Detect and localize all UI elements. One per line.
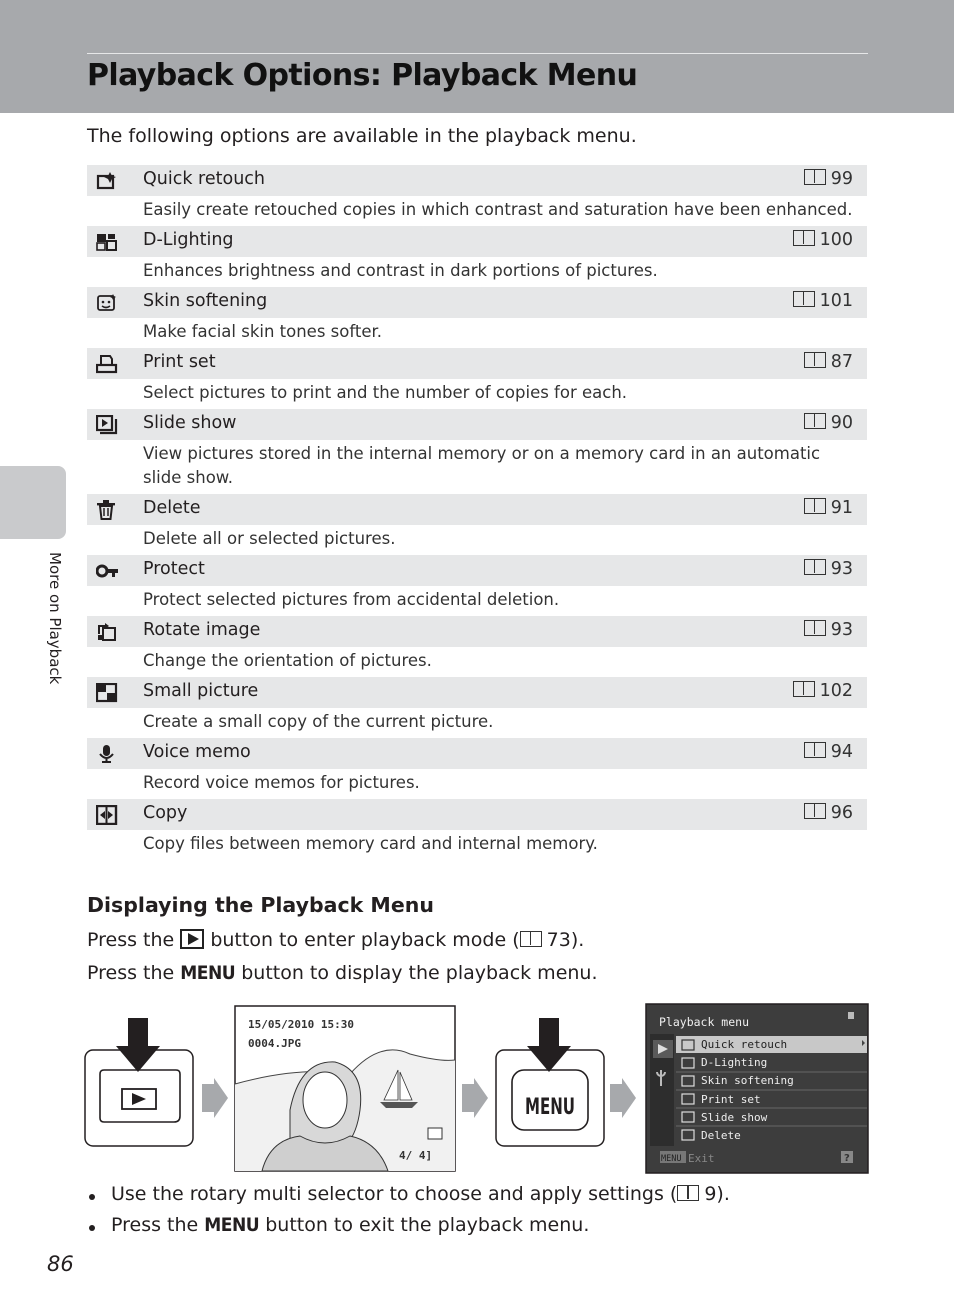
- lcd-item-quick-retouch: Quick retouch: [701, 1038, 788, 1051]
- menu-option-header: [87, 287, 867, 318]
- photo-illustration: [235, 1006, 455, 1171]
- menu-option-header: [87, 677, 867, 708]
- menu-option-row: [87, 616, 867, 677]
- menu-option-description: Record voice memos for pictures.: [143, 773, 420, 792]
- lcd-menu-screen: [646, 1004, 868, 1173]
- menu-option-page-ref: 93: [804, 559, 853, 579]
- lcd-item-d-lighting: D-Lighting: [701, 1056, 768, 1069]
- playback-button-illustration: [85, 1018, 193, 1146]
- page-ref-icon: [793, 291, 815, 307]
- page-title: Playback Options: Playback Menu: [87, 58, 638, 93]
- menu-option-page-ref: 101: [793, 291, 853, 311]
- menu-option-name: Skin softening: [143, 291, 268, 311]
- menu-option-header: [87, 409, 867, 440]
- menu-option-description: Change the orientation of pictures.: [143, 651, 432, 670]
- playback-menu-table: [87, 165, 867, 860]
- menu-option-page-ref: 90: [804, 413, 853, 433]
- page-ref-icon: [804, 413, 826, 429]
- arrow-1: [202, 1078, 228, 1118]
- lcd-help: ?: [844, 1153, 850, 1164]
- page-ref-icon: [793, 230, 815, 246]
- menu-button-label: MENU: [525, 1095, 575, 1120]
- menu-option-name: Slide show: [143, 413, 237, 433]
- menu-option-name: Small picture: [143, 681, 259, 701]
- menu-option-name: Quick retouch: [143, 169, 265, 189]
- menu-button-glyph: MENU: [180, 962, 236, 984]
- page-ref-icon: [804, 620, 826, 636]
- menu-option-header: [87, 799, 867, 830]
- menu-option-header: [87, 738, 867, 769]
- step-2: Press the MENU button to display the playback menu.: [87, 962, 598, 984]
- menu-option-name: Delete: [143, 498, 201, 518]
- print-set-icon: [96, 354, 118, 374]
- skin-softening-icon: [96, 293, 118, 313]
- lcd-footer-exit: Exit: [688, 1152, 715, 1165]
- lcd-item-slide-show: Slide show: [701, 1111, 768, 1124]
- menu-option-row: [87, 348, 867, 409]
- side-tab: [0, 466, 66, 539]
- menu-option-row: [87, 799, 867, 860]
- menu-option-header: [87, 616, 867, 647]
- menu-option-page-ref: 100: [793, 230, 853, 250]
- slide-show-icon: [96, 415, 118, 435]
- playback-button-icon: [180, 929, 204, 949]
- section-title: Displaying the Playback Menu: [87, 893, 434, 917]
- copy-icon: [96, 805, 118, 825]
- menu-option-row: [87, 226, 867, 287]
- delete-icon: [96, 500, 118, 520]
- menu-option-name: Protect: [143, 559, 205, 579]
- menu-option-name: D-Lighting: [143, 230, 234, 250]
- page-ref-icon: [804, 352, 826, 368]
- menu-option-row: [87, 555, 867, 616]
- page-ref-icon: [520, 931, 542, 947]
- menu-option-name: Print set: [143, 352, 216, 372]
- menu-option-row: [87, 494, 867, 555]
- photo-counter: 4/ 4]: [399, 1149, 433, 1162]
- menu-option-description: Enhances brightness and contrast in dark portions of pictures.: [143, 261, 658, 280]
- menu-option-description: View pictures stored in the internal memory or on a memory card in an automatic slide show.: [143, 444, 821, 487]
- page-ref-icon: [804, 498, 826, 514]
- page-ref-icon: [804, 803, 826, 819]
- page-ref-icon: [793, 681, 815, 697]
- photo-filename: 0004.JPG: [248, 1037, 301, 1050]
- menu-option-page-ref: 96: [804, 803, 853, 823]
- arrow-2: [462, 1078, 488, 1118]
- menu-option-page-ref: 93: [804, 620, 853, 640]
- menu-option-description: Copy files between memory card and internal memory.: [143, 834, 598, 853]
- d-lighting-icon: [96, 232, 118, 252]
- menu-option-description: Create a small copy of the current picture.: [143, 712, 494, 731]
- page-header: [0, 0, 954, 113]
- menu-option-description: Delete all or selected pictures.: [143, 529, 396, 548]
- page-ref-icon: [804, 169, 826, 185]
- menu-option-name: Voice memo: [143, 742, 251, 762]
- menu-option-header: [87, 555, 867, 586]
- menu-option-header: [87, 348, 867, 379]
- menu-option-header: [87, 165, 867, 196]
- menu-option-page-ref: 87: [804, 352, 853, 372]
- menu-option-header: [87, 226, 867, 257]
- lcd-item-delete: Delete: [701, 1129, 741, 1142]
- bullet-dot: [89, 1225, 95, 1231]
- menu-option-page-ref: 102: [793, 681, 853, 701]
- menu-option-page-ref: 99: [804, 169, 853, 189]
- header-rule: [87, 53, 868, 54]
- protect-icon: [96, 561, 118, 581]
- menu-option-header: [87, 494, 867, 525]
- menu-option-description: Select pictures to print and the number of copies for each.: [143, 383, 628, 402]
- menu-option-name: Rotate image: [143, 620, 261, 640]
- lcd-footer-menu: MENU: [661, 1154, 682, 1164]
- photo-date: 15/05/2010 15:30: [248, 1018, 354, 1031]
- voice-memo-icon: [96, 744, 118, 764]
- menu-button-illustration: [496, 1018, 604, 1146]
- menu-option-page-ref: 94: [804, 742, 853, 762]
- menu-illustration: [0, 1000, 954, 1180]
- page-ref-icon: [804, 742, 826, 758]
- menu-option-row: [87, 165, 867, 226]
- quick-retouch-icon: [96, 171, 118, 191]
- menu-option-description: Easily create retouched copies in which contrast and saturation have been enhanced.: [143, 200, 853, 219]
- step-1: Press the button to enter playback mode ( 73).: [87, 929, 585, 951]
- menu-option-page-ref: 91: [804, 498, 853, 518]
- rotate-image-icon: [96, 622, 118, 642]
- small-picture-icon: [96, 683, 118, 703]
- menu-option-name: Copy: [143, 803, 188, 823]
- menu-button-glyph: MENU: [204, 1214, 260, 1236]
- page-ref-icon: [677, 1185, 699, 1201]
- menu-option-row: [87, 409, 867, 494]
- menu-option-row: [87, 677, 867, 738]
- menu-option-row: [87, 738, 867, 799]
- lcd-item-skin-softening: Skin softening: [701, 1074, 794, 1087]
- page-ref-icon: [804, 559, 826, 575]
- menu-option-row: [87, 287, 867, 348]
- bullet-dot: [89, 1194, 95, 1200]
- lcd-item-print-set: Print set: [701, 1093, 761, 1106]
- arrow-3: [610, 1078, 636, 1118]
- lcd-title: Playback menu: [659, 1015, 750, 1029]
- menu-option-description: Protect selected pictures from accidental deletion.: [143, 590, 560, 609]
- side-tab-label: More on Playback: [46, 552, 64, 685]
- page-number: 86: [47, 1252, 74, 1276]
- menu-option-description: Make facial skin tones softer.: [143, 322, 383, 341]
- intro-text: The following options are available in the playback menu.: [87, 125, 637, 147]
